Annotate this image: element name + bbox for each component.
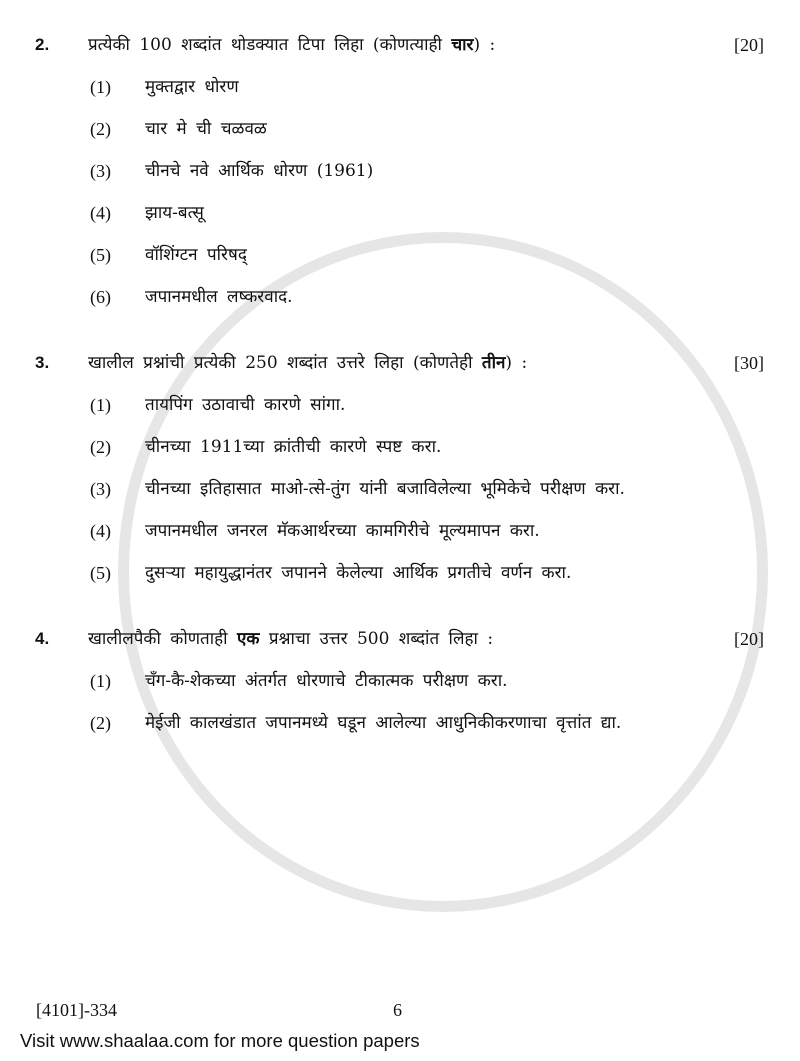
question-text <box>88 628 734 650</box>
question-text-post: प्रश्नाचा उत्तर 500 शब्दांत लिहा : <box>268 629 494 649</box>
list-item <box>0 286 800 308</box>
question-marks: [20] <box>734 629 764 649</box>
list-item <box>0 712 800 734</box>
item-number: (5) <box>90 563 111 583</box>
question-text-pre: खालीलपैकी कोणताही <box>88 629 228 649</box>
list-item <box>0 562 800 584</box>
item-text: चीनचे नवे आर्थिक धोरण (1961) <box>145 161 374 181</box>
item-text: मुक्तद्वार धोरण <box>145 77 239 97</box>
question-4 <box>0 628 800 734</box>
list-item <box>0 670 800 692</box>
item-number: (6) <box>90 287 111 307</box>
item-text: तायपिंग उठावाची कारणे सांगा. <box>145 395 346 415</box>
question-text <box>88 34 734 56</box>
visit-link[interactable]: Visit www.shaalaa.com for more question papers <box>20 1030 420 1051</box>
list-item <box>0 436 800 458</box>
list-item <box>0 520 800 542</box>
item-number: (1) <box>90 671 111 691</box>
item-number: (2) <box>90 713 111 733</box>
question-text-bold: चार <box>451 35 474 55</box>
question-text-bold: एक <box>236 629 260 649</box>
list-item <box>0 118 800 140</box>
item-text: जपानमधील जनरल मॅकआर्थरच्या कामगिरीचे मूल्यमापन करा. <box>145 521 540 541</box>
list-item <box>0 394 800 416</box>
question-number: 4. <box>35 629 50 648</box>
list-item <box>0 244 800 266</box>
item-number: (3) <box>90 161 111 181</box>
question-text-pre: खालील प्रश्नांची प्रत्येकी 250 शब्दांत उत्तरे लिहा (कोणतेही <box>88 353 473 373</box>
paper-code: [4101]-334 <box>36 1000 117 1020</box>
question-2 <box>0 34 800 308</box>
question-heading <box>0 628 800 650</box>
item-text: मेईजी कालखंडात जपानमध्ये घडून आलेल्या आधुनिकीकरणाचा वृत्तांत द्या. <box>145 713 622 733</box>
question-3 <box>0 352 800 584</box>
item-number: (5) <box>90 245 111 265</box>
question-text <box>88 352 734 374</box>
list-item <box>0 478 800 500</box>
question-number: 2. <box>35 35 50 54</box>
item-number: (2) <box>90 119 111 139</box>
question-text-bold: तीन <box>481 353 506 373</box>
item-number: (1) <box>90 77 111 97</box>
item-number: (4) <box>90 521 111 541</box>
question-text-post: ) : <box>473 35 496 55</box>
question-text-pre: प्रत्येकी 100 शब्दांत थोडक्यात टिपा लिहा (कोणत्याही <box>88 35 442 55</box>
list-item <box>0 202 800 224</box>
item-text: चीनच्या 1911च्या क्रांतीची कारणे स्पष्ट करा. <box>145 437 442 457</box>
item-number: (4) <box>90 203 111 223</box>
question-number: 3. <box>35 353 50 372</box>
list-item <box>0 160 800 182</box>
page-number: 6 <box>393 1000 402 1020</box>
question-heading <box>0 34 800 56</box>
item-text: चँग-कै-शेकच्या अंतर्गत धोरणाचे टीकात्मक परीक्षण करा. <box>145 671 508 691</box>
item-number: (1) <box>90 395 111 415</box>
item-text: दुसऱ्या महायुद्धानंतर जपानने केलेल्या आर्थिक प्रगतीचे वर्णन करा. <box>145 563 572 583</box>
question-marks: [30] <box>734 353 764 373</box>
item-number: (3) <box>90 479 111 499</box>
item-text: जपानमधील लष्करवाद. <box>145 287 293 307</box>
question-text-post: ) : <box>505 353 528 373</box>
item-text: चीनच्या इतिहासात माओ-त्से-तुंग यांनी बजाविलेल्या भूमिकेचे परीक्षण करा. <box>145 479 625 499</box>
item-text: झाय-बत्सू <box>145 203 204 223</box>
item-number: (2) <box>90 437 111 457</box>
item-text: चार मे ची चळवळ <box>145 119 267 139</box>
question-marks: [20] <box>734 35 764 55</box>
item-text: वॉशिंग्टन परिषद् <box>145 245 247 265</box>
question-paper-content <box>0 34 800 778</box>
question-heading <box>0 352 800 374</box>
list-item <box>0 76 800 98</box>
